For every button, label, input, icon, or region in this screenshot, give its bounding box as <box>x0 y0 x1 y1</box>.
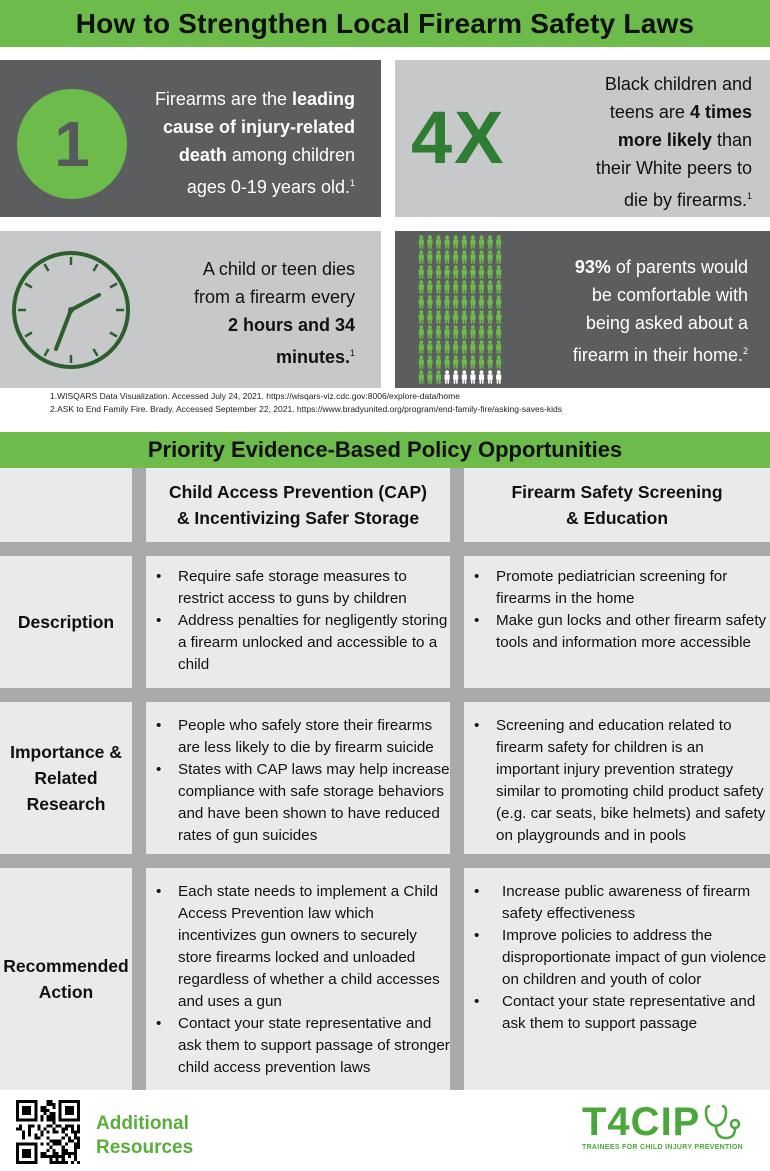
table-corner <box>0 468 132 542</box>
stethoscope-icon <box>702 1102 744 1144</box>
list-item: • Require safe storage measures to restrict access to guns by children <box>146 566 450 610</box>
person-icon <box>453 355 458 368</box>
person-icon <box>436 310 441 323</box>
person-icon <box>445 310 450 323</box>
additional-resources-link[interactable]: Additional Resources <box>96 1113 194 1158</box>
person-icon <box>453 340 458 353</box>
person-icon <box>436 325 441 338</box>
person-icon <box>445 265 450 278</box>
person-icon <box>488 250 493 263</box>
importance-screening-cell <box>464 702 770 854</box>
column-header-cap: Child Access Prevention (CAP) & Incentivizing Safer Storage <box>146 468 450 542</box>
person-icon <box>470 355 475 368</box>
person-icon <box>496 295 501 308</box>
stat-time-interval <box>0 231 381 388</box>
person-icon <box>453 250 458 263</box>
person-icon <box>419 265 424 278</box>
person-icon <box>419 340 424 353</box>
people-grid-icon <box>417 235 503 385</box>
list-item: • States with CAP laws may help increase compliance with safe storage behaviors and have been shown to have reduced rates of gun suicides <box>146 759 450 847</box>
list-item: • Contact your state representative and ask them to support passage <box>464 991 770 1035</box>
person-icon <box>419 280 424 293</box>
person-icon <box>445 295 450 308</box>
description-cap-cell <box>146 556 450 688</box>
person-icon <box>436 355 441 368</box>
person-icon <box>470 295 475 308</box>
person-icon <box>419 310 424 323</box>
person-icon <box>488 355 493 368</box>
person-icon <box>479 325 484 338</box>
person-icon <box>488 235 493 248</box>
person-icon <box>479 340 484 353</box>
row-label-action: Recommended Action <box>0 868 132 1090</box>
policy-title-bar <box>0 432 770 468</box>
person-icon <box>436 340 441 353</box>
title-bar <box>0 0 770 47</box>
person-icon <box>462 265 467 278</box>
person-icon <box>453 235 458 248</box>
person-icon <box>453 280 458 293</box>
person-icon <box>496 235 501 248</box>
stat-leading-cause <box>0 60 381 217</box>
row-label-importance: Importance & Related Research <box>0 702 132 854</box>
person-icon <box>488 370 493 383</box>
person-icon <box>479 250 484 263</box>
person-icon <box>453 370 458 383</box>
person-icon <box>427 265 432 278</box>
person-icon <box>453 325 458 338</box>
person-icon <box>453 265 458 278</box>
person-icon <box>462 295 467 308</box>
person-icon <box>496 280 501 293</box>
page-title: How to Strengthen Local Firearm Safety Laws <box>75 7 695 39</box>
person-icon <box>445 250 450 263</box>
clock-icon <box>10 245 132 375</box>
person-icon <box>445 280 450 293</box>
logo-text: T4CIP <box>582 1100 701 1144</box>
reference-2: 2.ASK to End Family Fire. Brady. Accessed September 22, 2021. https://www.bradyunited.org/program/end-family-fire/asking-saves-kids <box>50 404 562 414</box>
column-header-screening: Firearm Safety Screening & Education <box>464 468 770 542</box>
person-icon <box>470 280 475 293</box>
person-icon <box>436 235 441 248</box>
person-icon <box>427 325 432 338</box>
list-item: • Each state needs to implement a Child Access Prevention law which incentivizes gun owners to securely store firearms locked and unloaded regardless of whether a child accesses and uses a gun <box>146 881 450 1013</box>
person-icon <box>436 370 441 383</box>
stat-time-text: A child or teen dies from a firearm every 2 hours and 34 minutes.$^1$ <box>193 259 355 367</box>
list-item: • Improve policies to address the disproportionate impact of gun violence on children and youth of color <box>464 925 770 991</box>
logo-tagline: TRAINEES FOR CHILD INJURY PREVENTION <box>582 1144 743 1151</box>
person-icon <box>496 250 501 263</box>
person-icon <box>496 355 501 368</box>
action-screening-cell <box>464 868 770 1090</box>
person-icon <box>427 370 432 383</box>
number-one-badge <box>16 88 128 200</box>
person-icon <box>479 265 484 278</box>
qr-code-icon[interactable] <box>16 1100 80 1164</box>
person-icon <box>462 310 467 323</box>
person-icon <box>445 355 450 368</box>
person-icon <box>496 325 501 338</box>
stat-4x-likely <box>395 60 770 217</box>
person-icon <box>479 310 484 323</box>
person-icon <box>445 340 450 353</box>
stat-leading-cause-text: Firearms are the leading cause of injury-related death among children ages 0-19 years old.$^1$ <box>154 89 355 197</box>
person-icon <box>445 325 450 338</box>
person-icon <box>470 265 475 278</box>
description-screening-cell <box>464 556 770 688</box>
row-label-description: Description <box>0 556 132 688</box>
person-icon <box>470 235 475 248</box>
person-icon <box>436 265 441 278</box>
person-icon <box>479 235 484 248</box>
person-icon <box>427 355 432 368</box>
action-cap-cell <box>146 868 450 1090</box>
person-icon <box>419 250 424 263</box>
list-item: • Address penalties for negligently storing a firearm unlocked and accessible to a child <box>146 610 450 676</box>
person-icon <box>419 235 424 248</box>
person-icon <box>470 370 475 383</box>
person-icon <box>445 370 450 383</box>
person-icon <box>496 265 501 278</box>
references <box>50 390 562 416</box>
person-icon <box>445 235 450 248</box>
person-icon <box>479 370 484 383</box>
person-icon <box>462 280 467 293</box>
person-icon <box>470 310 475 323</box>
list-item: • People who safely store their firearms are less likely to die by firearm suicide <box>146 715 450 759</box>
stat-4x-text: Black children and teens are 4 times more likely than their White peers to die by firearms.$^1$ <box>595 74 752 210</box>
person-icon <box>436 250 441 263</box>
list-item: • Increase public awareness of firearm safety effectiveness <box>464 881 770 925</box>
person-icon <box>427 250 432 263</box>
person-icon <box>479 295 484 308</box>
person-icon <box>427 295 432 308</box>
badge-text: 1 <box>54 108 90 180</box>
person-icon <box>488 325 493 338</box>
person-icon <box>470 340 475 353</box>
person-icon <box>496 310 501 323</box>
list-item: • Screening and education related to firearm safety for children is an important injury prevention strategy similar to promoting child product safety (e.g. car seats, bike helmets) and safety on playgrounds and in pools <box>464 715 770 847</box>
person-icon <box>436 295 441 308</box>
person-icon <box>419 370 424 383</box>
badge-4x: 4X <box>411 96 506 179</box>
person-icon <box>488 280 493 293</box>
person-icon <box>419 355 424 368</box>
person-icon <box>470 325 475 338</box>
person-icon <box>462 355 467 368</box>
person-icon <box>496 340 501 353</box>
person-icon <box>427 340 432 353</box>
t4cip-logo <box>582 1100 752 1160</box>
person-icon <box>470 250 475 263</box>
person-icon <box>488 310 493 323</box>
person-icon <box>462 250 467 263</box>
person-icon <box>479 355 484 368</box>
person-icon <box>488 295 493 308</box>
person-icon <box>488 265 493 278</box>
person-icon <box>419 325 424 338</box>
person-icon <box>462 235 467 248</box>
person-icon <box>462 325 467 338</box>
person-icon <box>488 340 493 353</box>
person-icon <box>427 235 432 248</box>
person-icon <box>436 280 441 293</box>
person-icon <box>453 310 458 323</box>
person-icon <box>462 340 467 353</box>
list-item: • Contact your state representative and ask them to support passage of stronger child access prevention laws <box>146 1013 450 1079</box>
person-icon <box>427 280 432 293</box>
person-icon <box>427 310 432 323</box>
person-icon <box>462 370 467 383</box>
person-icon <box>419 295 424 308</box>
policy-title: Priority Evidence-Based Policy Opportunities <box>147 437 623 462</box>
list-item: • Promote pediatrician screening for firearms in the home <box>464 566 770 610</box>
list-item: • Make gun locks and other firearm safety tools and information more accessible <box>464 610 770 654</box>
person-icon <box>479 280 484 293</box>
person-icon <box>453 295 458 308</box>
importance-cap-cell <box>146 702 450 854</box>
stat-parents-text: 93% of parents would be comfortable with being asked about a firearm in their home.$^2$ <box>572 257 748 365</box>
person-icon <box>496 370 501 383</box>
stat-parents-comfortable <box>395 231 770 388</box>
reference-1: 1.WISQARS Data Visualization. Accessed July 24, 2021. https://wisqars-viz.cdc.gov:8006/explore-data/home <box>50 391 460 401</box>
